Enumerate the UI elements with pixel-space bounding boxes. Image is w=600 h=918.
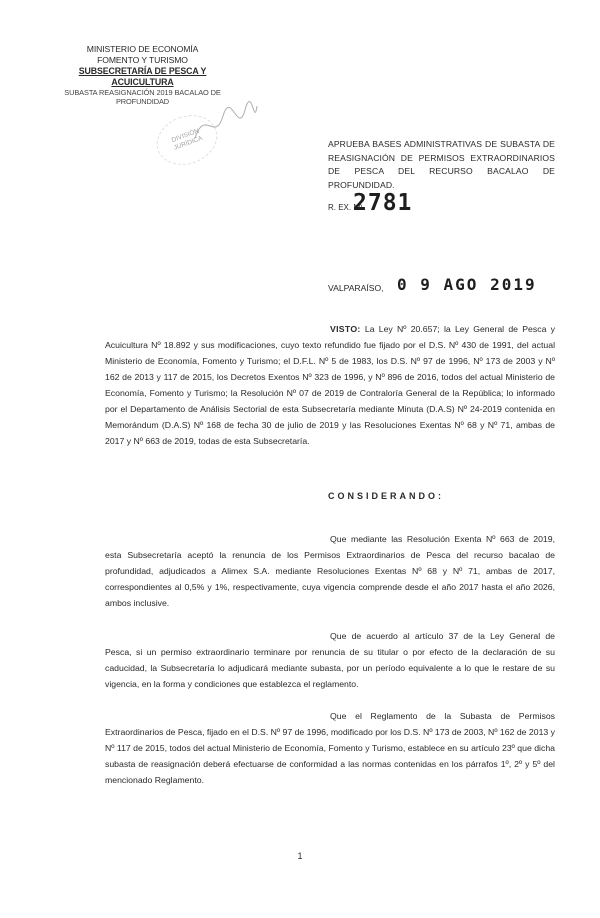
considerando-paragraph-2: Que de acuerdo al artículo 37 de la Ley General de Pesca, si un permiso extraordinario terminare por renuncia de su titular o por efecto de la declaración de su caducidad, la Subsecretaría lo adjudicará mediante subasta, por un período equivalente a lo que le restare de su vigencia, en la forma y condiciones que establezca el reglamento. [105, 631, 555, 689]
signature-scribble-icon [190, 98, 260, 148]
resolution-number: 2781 [353, 190, 413, 216]
place-label: VALPARAÍSO, [328, 283, 384, 293]
page-number: 1 [297, 851, 303, 861]
visto-label: VISTO: [330, 324, 361, 334]
considerando-paragraph-3: Que el Reglamento de la Subasta de Permisos Extraordinarios de Pesca, fijado en el D.S. Nº 97 de 1996, modificado por los D.S. Nº 173 de 2003, Nº 162 de 2013 y Nº 117 de 2015, todos del actual Ministerio de Economía, Fomento y Turismo, establece en su artículo 23º que dicha subasta de reasignación deberá efectuarse de conformidad a las normas contenidas en los párrafos 1º, 2º y 5º del mencionado Reglamento. [105, 711, 555, 785]
ministry-name: MINISTERIO DE ECONOMÍA [86, 44, 199, 54]
ministry-subtitle: FOMENTO Y TURISMO [97, 55, 188, 65]
resolution-title: APRUEBA BASES ADMINISTRATIVAS DE SUBASTA DE REASIGNACIÓN DE PERMISOS EXTRAORDINARIOS DE PESCA DEL RECURSO BACALAO DE PROFUNDIDAD. [328, 139, 555, 190]
letterhead-reference: SUBASTA REASIGNACIÓN 2019 BACALAO DE PROFUNDIDAD [64, 88, 221, 106]
considerando-heading: CONSIDERANDO: [328, 491, 445, 501]
letterhead [55, 44, 230, 106]
visto-text: La Ley Nº 20.657; la Ley General de Pesca y Acuicultura Nº 18.892 y sus modificaciones, cuyo texto refundido fue fijado por el D.S. Nº 430 de 1991, del actual Ministerio de Economía, Fomento y Turismo; el D.F.L. Nº 5 de 1983, los D.S. Nº 97 de 1996, Nº 173 de 2003 y Nº 162 de 2013 y 117 de 2015, los Decretos Exentos Nº 323 de 1996, y Nº 896 de 2016, todos del actual Ministerio de Economía, Fomento y Turismo; la Resolución Nº 07 de 2019 de Contraloría General de la República; lo informado por el Departamento de Análisis Sectorial de esta Subsecretaría mediante Minuta (D.A.S) Nº 24-2019 contenida en Memorándum (D.A.S) Nº 168 de fecha 30 de julio de 2019 y las Resoluciones Exentas Nº 68 y Nº 71, ambas de 2017 y Nº 663 de 2019, todas de esta Subsecretaría. [105, 324, 555, 446]
stamp-text: DIVISIÓN JURÍDICA [170, 127, 204, 152]
subsecretariat-name: SUBSECRETARÍA DE PESCA Y ACUICULTURA [78, 66, 207, 87]
considerando-paragraph-1: Que mediante las Resolución Exenta Nº 663 de 2019, esta Subsecretaría aceptó la renuncia de los Permisos Extraordinarios de Pesca del recurso bacalao de profundidad, adjudicados a Alimex S.A. mediante Resoluciones Exentas Nº 68 y Nº 71, ambas de 2017, correspondientes al 0,5% y 1%, respectivamente, cuya vigencia comprende desde el año 2017 hasta el año 2026, ambos inclusive. [105, 534, 555, 608]
visto-paragraph [105, 321, 555, 449]
date-stamp: 0 9 AGO 2019 [397, 275, 537, 294]
resolution-label: R. EX. Nº [328, 203, 363, 212]
